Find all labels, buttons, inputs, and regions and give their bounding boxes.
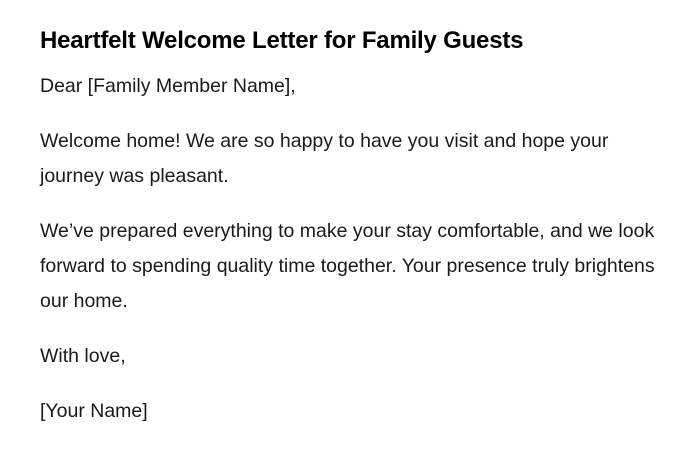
letter-paragraph-stay: We’ve prepared everything to make your stay comfortable, and we look forward to spending quality time together. Your presence truly brightens our home.: [40, 220, 655, 312]
letter-salutation: Dear [Family Member Name],: [40, 75, 296, 97]
letter-title: Heartfelt Welcome Letter for Family Guests: [40, 27, 524, 54]
letter-document: [40, 26, 660, 429]
letter-paragraph-welcome: Welcome home! We are so happy to have you visit and hope your journey was pleasant.: [40, 130, 609, 187]
letter-closing: With love,: [40, 345, 126, 367]
letter-signature: [Your Name]: [40, 400, 148, 422]
